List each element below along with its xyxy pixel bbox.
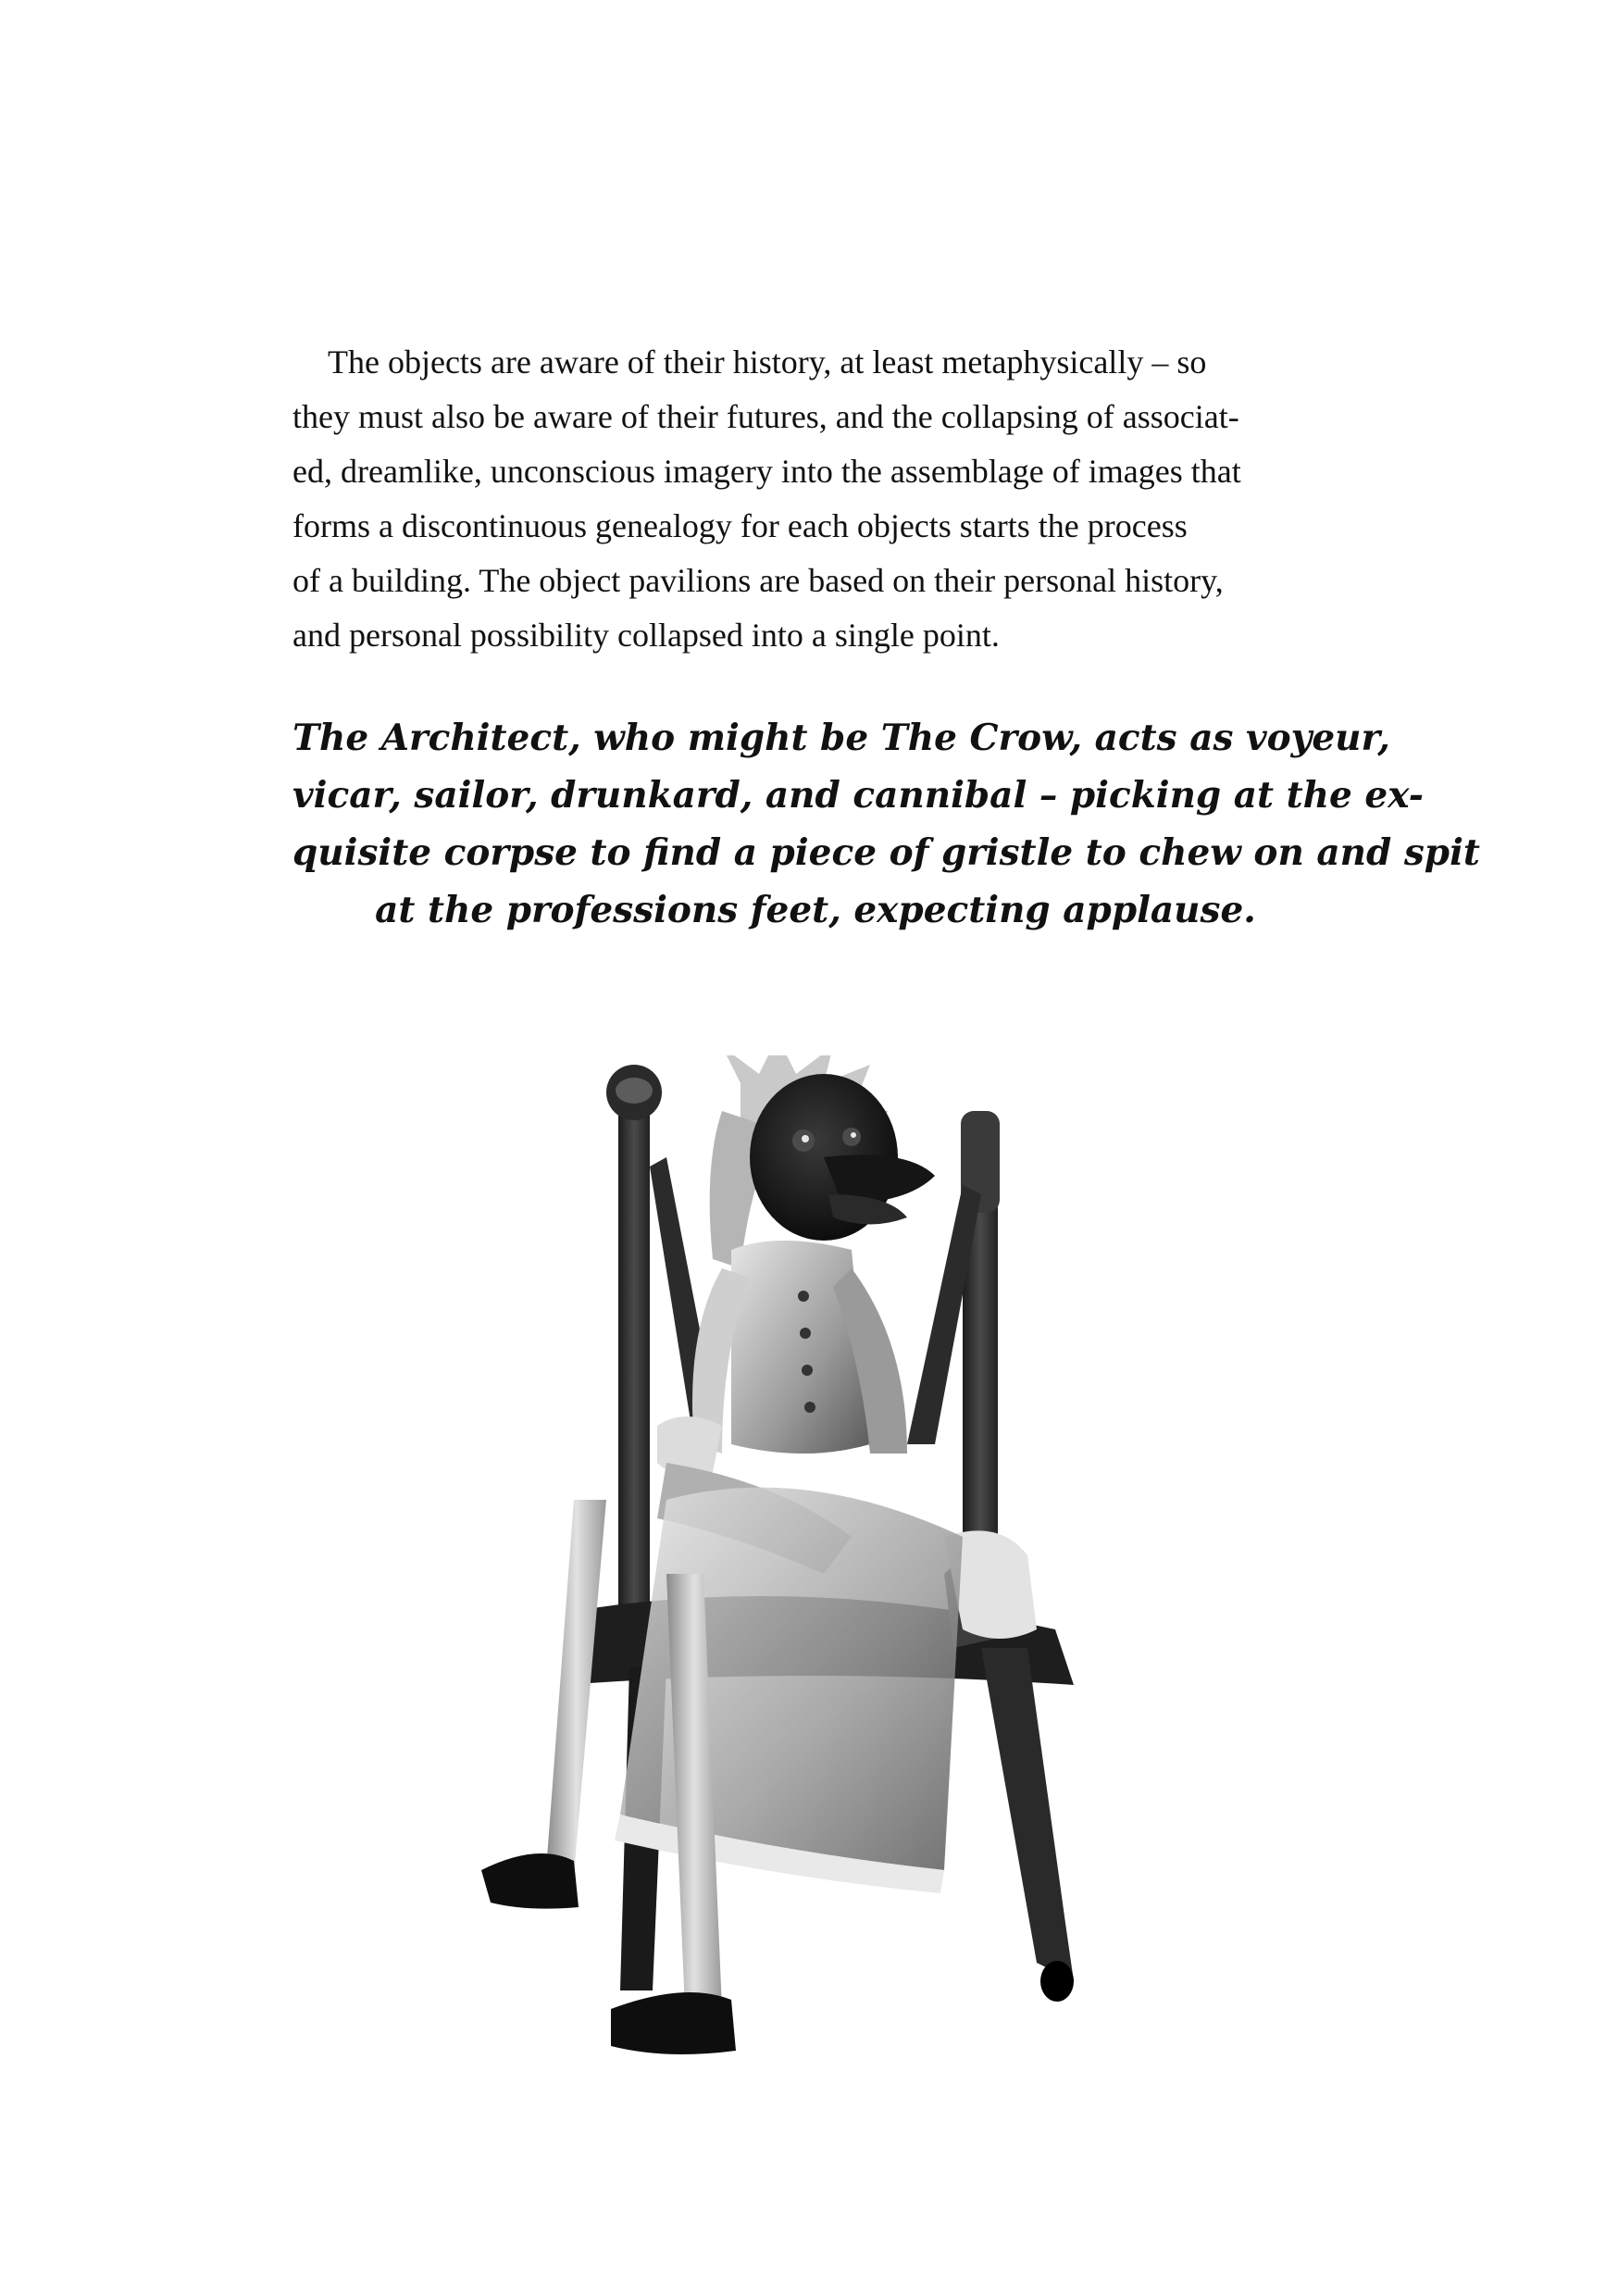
quote-line: The Architect, who might be The Crow, acts as voyeur, — [292, 717, 1390, 759]
body-paragraph — [292, 335, 1338, 663]
puppet-photo — [389, 1055, 1222, 2129]
quote-line: at the professions feet, expecting applause. — [375, 889, 1256, 931]
body-line: and personal possibility collapsed into a single point. — [292, 617, 1000, 654]
quote-line: vicar, sailor, drunkard, and cannibal – picking at the ex- — [292, 774, 1424, 817]
body-line: The objects are aware of their history, at least metaphysically – so — [328, 343, 1207, 381]
pull-quote — [292, 709, 1480, 939]
body-line: they must also be aware of their futures, and the collapsing of associat- — [292, 398, 1239, 435]
body-line: of a building. The object pavilions are based on their personal history, — [292, 562, 1224, 599]
puppet-crow-on-chair-icon — [389, 1055, 1222, 2129]
body-line: forms a discontinuous genealogy for each objects starts the process — [292, 507, 1188, 544]
quote-line: quisite corpse to find a piece of gristle to chew on and spit — [292, 831, 1480, 874]
body-line: ed, dreamlike, unconscious imagery into the assemblage of images that — [292, 453, 1241, 490]
